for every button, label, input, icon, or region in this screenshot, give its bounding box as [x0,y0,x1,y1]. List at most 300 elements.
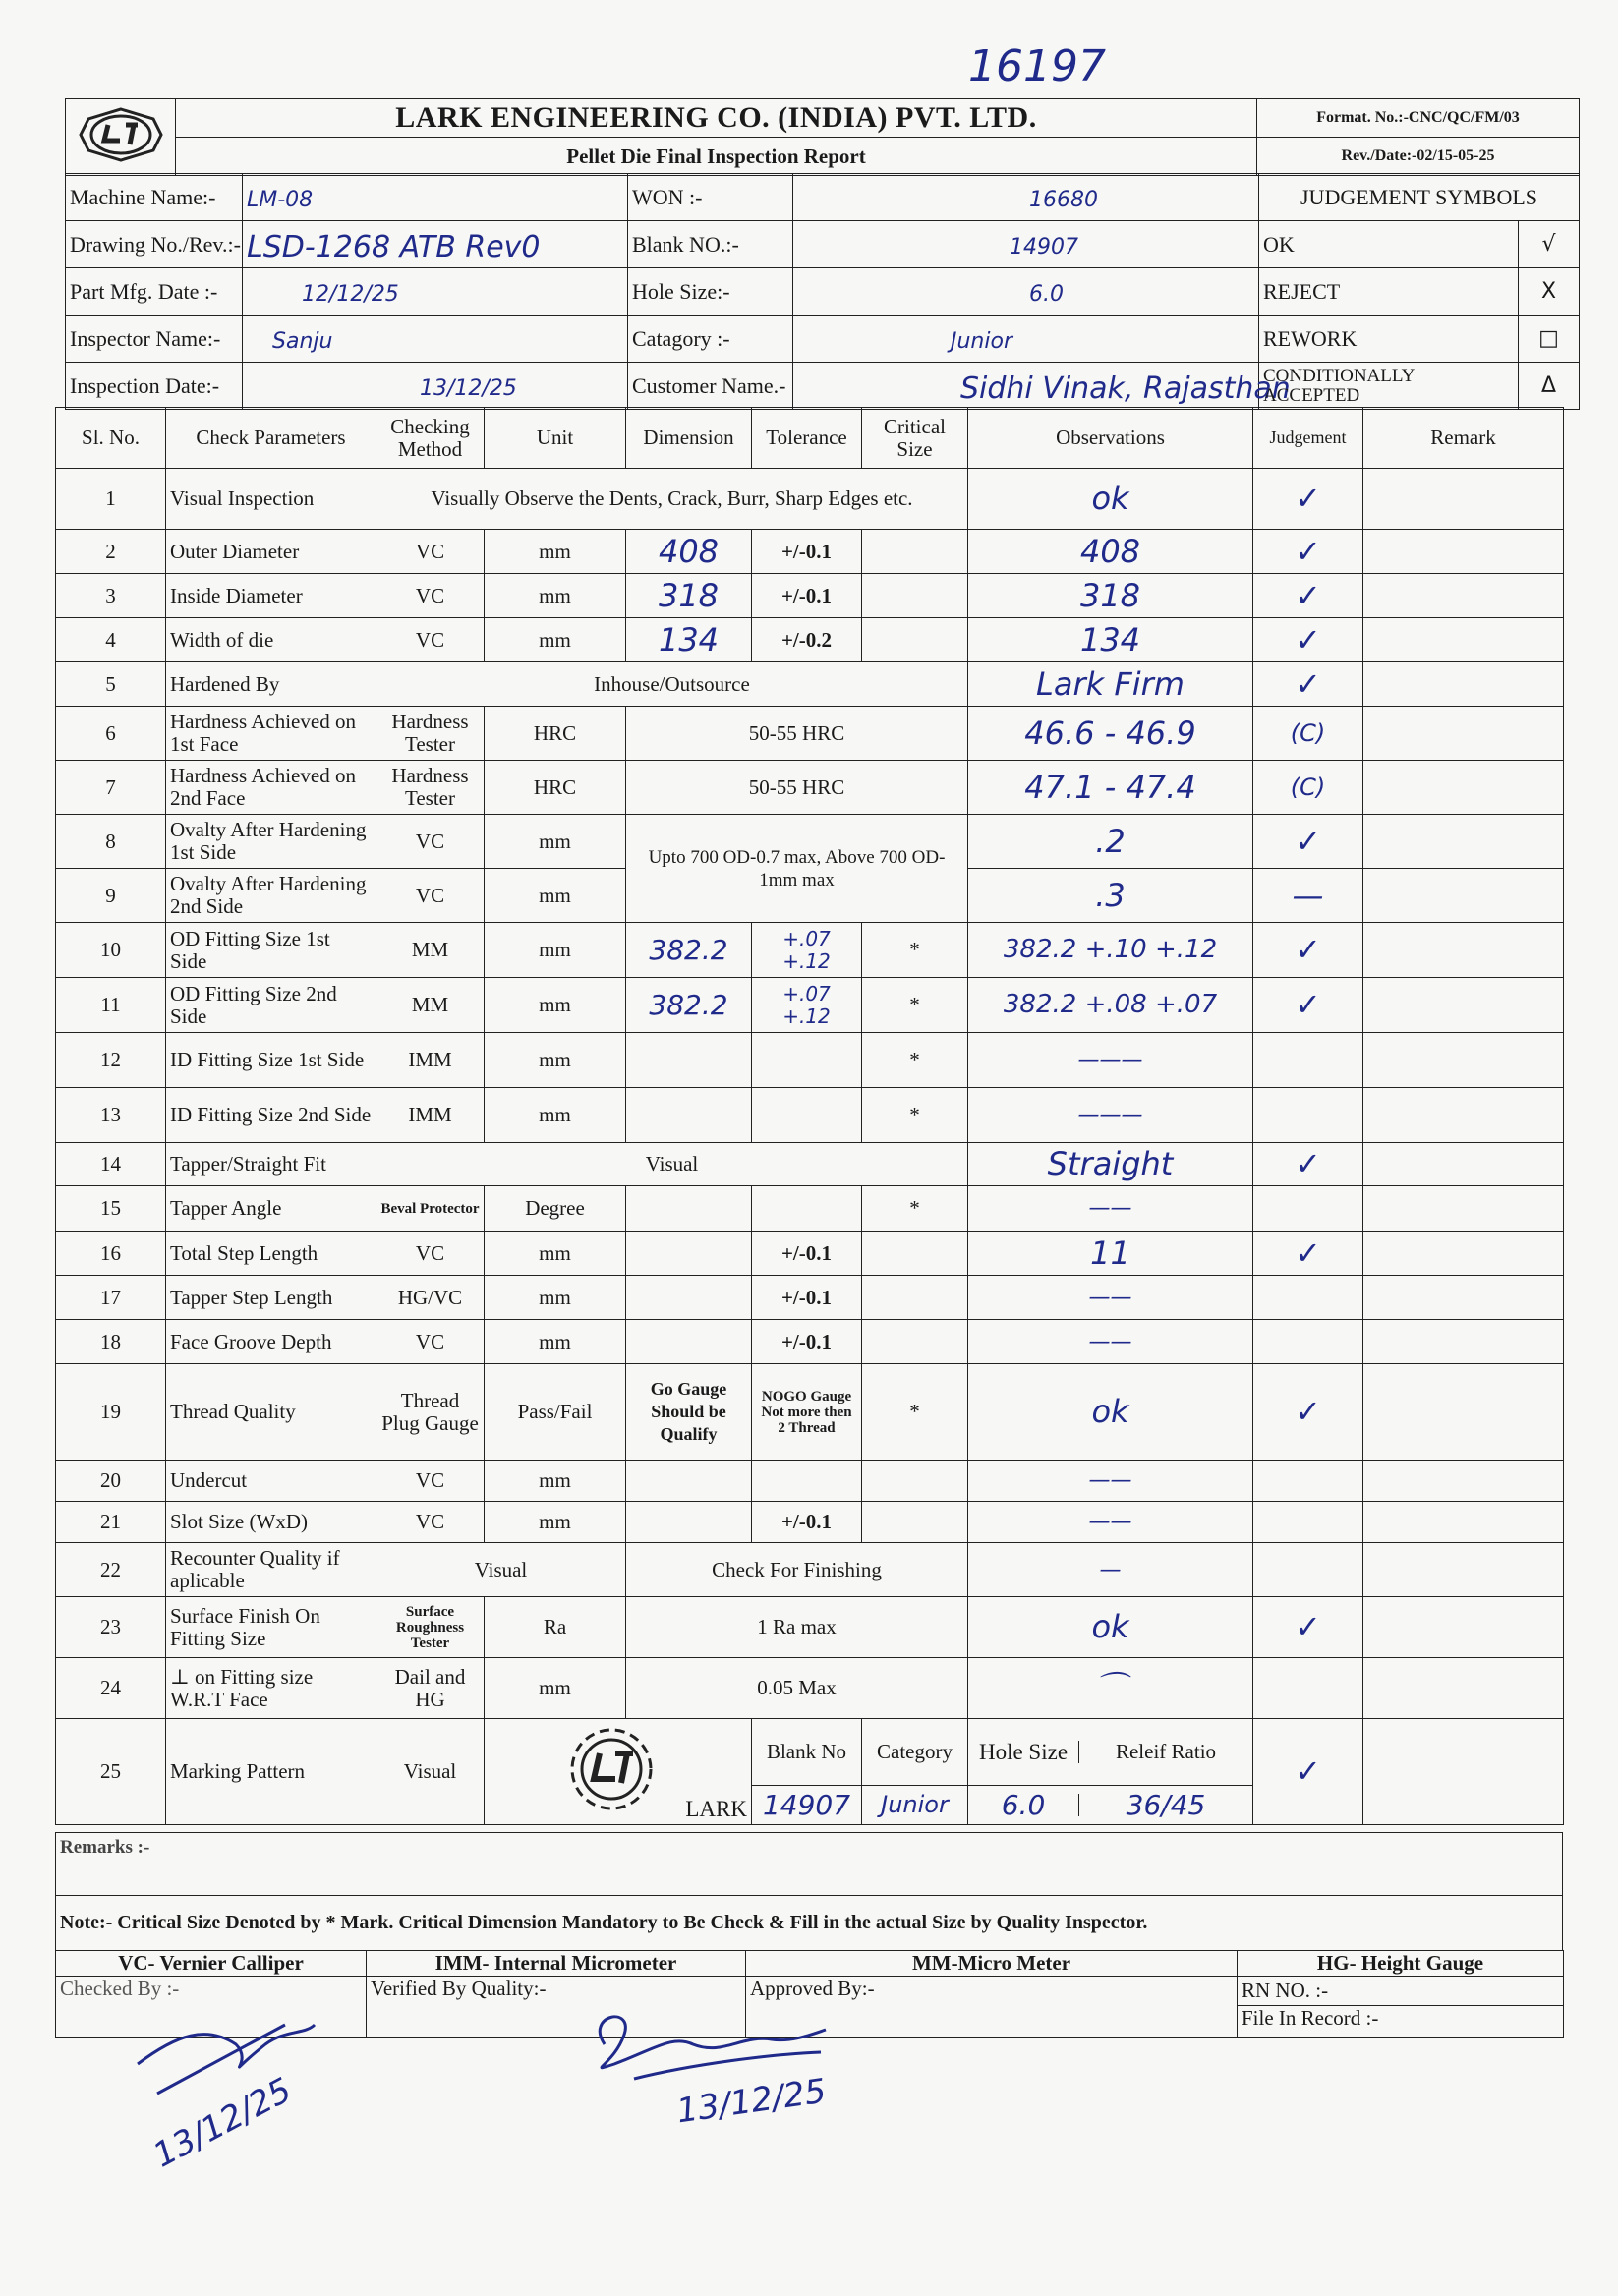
check-parameter: Face Groove Depth [166,1320,376,1364]
inspector-label: Inspector Name:- [66,316,243,363]
dimension[interactable] [626,1186,752,1232]
table-header-row [56,408,1564,469]
observation[interactable]: —— [968,1461,1253,1502]
checking-method: VC [376,1461,485,1502]
observation[interactable]: 47.1 - 47.4 [968,761,1253,815]
critical-size [862,1502,968,1543]
judgement[interactable]: ✓ [1253,1143,1363,1186]
tolerance[interactable]: +.07 +.12 [752,978,862,1033]
observation[interactable]: 46.6 - 46.9 [968,707,1253,761]
info-block [65,173,1580,410]
critical-size: * [862,1364,968,1461]
judgement[interactable] [1253,1033,1363,1088]
machine-value[interactable]: LM-08 [243,174,628,221]
won-value[interactable]: 16680 [793,174,1259,221]
row-number: 22 [56,1543,166,1597]
judgement[interactable] [1253,1461,1363,1502]
dimension: Go Gauge Should be Qualify [626,1364,752,1461]
checking-method: MM [376,923,485,978]
remark[interactable] [1363,574,1564,618]
recounter-method: Visual [376,1543,626,1597]
category-value[interactable]: Junior [793,316,1259,363]
unit: mm [485,869,626,923]
table-row [56,1186,1564,1232]
drawing-label: Drawing No./Rev.:- [66,221,243,268]
gear-logo-icon [77,105,165,164]
marking-lark-text: LARK [685,1797,747,1821]
remark[interactable] [1363,1320,1564,1364]
customer-label: Customer Name.- [628,363,793,410]
judgement[interactable]: ✓ [1253,662,1363,707]
unit: mm [485,1502,626,1543]
judgement[interactable]: ✓ [1253,815,1363,869]
marking-blank-header: Blank No [752,1719,862,1786]
company-logo [66,99,176,176]
checking-method: VC [376,815,485,869]
judgement[interactable]: (C) [1253,707,1363,761]
judgement[interactable] [1253,1658,1363,1719]
report-title: Pellet Die Final Inspection Report [176,138,1257,176]
tolerance[interactable] [752,1088,862,1143]
mfg-date-label: Part Mfg. Date :- [66,268,243,316]
tolerance: +/-0.1 [752,574,862,618]
dimension[interactable]: 408 [626,530,752,574]
judgement[interactable]: ✓ [1253,530,1363,574]
observation[interactable]: Lark Firm [968,662,1253,707]
row-number: 17 [56,1276,166,1320]
judgement[interactable]: ✓ [1253,1232,1363,1276]
row-number: 5 [56,662,166,707]
check-parameter: OD Fitting Size 1st Side [166,923,376,978]
observation[interactable]: .2 [968,815,1253,869]
check-parameter: Hardness Achieved on 2nd Face [166,761,376,815]
observation[interactable]: ⌒ [968,1658,1253,1719]
reject-symbol: X [1519,268,1580,316]
rework-symbol: □ [1519,316,1580,363]
critical-size [862,1232,968,1276]
marking-hole-relief-header [968,1719,1253,1786]
remark[interactable] [1363,1658,1564,1719]
check-parameter: Width of die [166,618,376,662]
row-number: 13 [56,1088,166,1143]
row-number: 25 [56,1719,166,1825]
row-number: 12 [56,1033,166,1088]
remark[interactable] [1363,1597,1564,1658]
marking-hole-relief-values [968,1786,1253,1825]
check-parameter: ID Fitting Size 2nd Side [166,1088,376,1143]
remark[interactable] [1363,1232,1564,1276]
row-number: 9 [56,869,166,923]
observation[interactable]: 382.2 +.10 +.12 [968,923,1253,978]
judgement[interactable] [1253,1543,1363,1597]
observation[interactable]: — [968,1543,1253,1597]
row-number: 23 [56,1597,166,1658]
blank-label: Blank NO.:- [628,221,793,268]
judgement-reject-label: REJECT [1259,268,1519,316]
judgement-rework-label: REWORK [1259,316,1519,363]
judgement[interactable]: ✓ [1253,618,1363,662]
checking-method: IMM [376,1033,485,1088]
col-check-parameters: Check Parameters [166,408,376,469]
tolerance[interactable]: +.07 +.12 [752,923,862,978]
checking-method: VC [376,618,485,662]
file-in-record-label: File In Record :- [1238,2006,1564,2038]
checking-method: VC [376,1232,485,1276]
table-row [56,662,1564,707]
remark[interactable] [1363,1364,1564,1461]
lark-logo-icon [554,1724,682,1814]
judgement[interactable]: ✓ [1253,469,1363,530]
judgement[interactable] [1253,1186,1363,1232]
hardened-by-spec: Inhouse/Outsource [376,662,968,707]
judgement[interactable] [1253,1088,1363,1143]
dimension[interactable] [626,1088,752,1143]
checking-method: Dail and HG [376,1658,485,1719]
col-critical-size: Critical Size [862,408,968,469]
dimension[interactable] [626,1232,752,1276]
marking-relief-ratio-value[interactable]: 36/45 [1126,1789,1206,1821]
surface-finish-spec: 1 Ra max [626,1597,968,1658]
approved-by-label: Approved By:- [746,1977,1238,2038]
observation[interactable]: 408 [968,530,1253,574]
unit: mm [485,978,626,1033]
format-number: Format. No.:-CNC/QC/FM/03 [1257,99,1580,138]
unit: mm [485,530,626,574]
ovalty-spec: Upto 700 OD-0.7 max, Above 700 OD-1mm max [626,815,968,923]
checking-method: Thread Plug Gauge [376,1364,485,1461]
row-number: 11 [56,978,166,1033]
marking-relief-ratio-header: Releif Ratio [1115,1740,1217,1763]
col-judgement: Judgement [1253,408,1363,469]
observation[interactable]: 134 [968,618,1253,662]
check-parameter: OD Fitting Size 2nd Side [166,978,376,1033]
dimension[interactable] [626,1320,752,1364]
row-number: 24 [56,1658,166,1719]
critical-size [862,530,968,574]
observation[interactable]: ok [968,469,1253,530]
remark[interactable] [1363,662,1564,707]
remark[interactable] [1363,1461,1564,1502]
customer-value[interactable]: Sidhi Vinak, Rajasthan [793,363,1259,410]
legend-imm: IMM- Internal Micrometer [367,1951,746,1977]
judgement[interactable]: (C) [1253,761,1363,815]
observation[interactable]: 318 [968,574,1253,618]
row-number: 14 [56,1143,166,1186]
remark[interactable] [1363,1143,1564,1186]
observation[interactable]: .3 [968,869,1253,923]
blank-value[interactable]: 14907 [793,221,1259,268]
table-row [56,1658,1564,1719]
observation[interactable]: ok [968,1597,1253,1658]
marking-blank-value[interactable]: 14907 [752,1786,862,1825]
rn-no-label: RN NO. :- [1238,1977,1564,2006]
check-parameter: Ovalty After Hardening 1st Side [166,815,376,869]
critical-size [862,1461,968,1502]
marking-category-header: Category [862,1719,968,1786]
critical-size: * [862,1088,968,1143]
check-parameter: Surface Finish On Fitting Size [166,1597,376,1658]
col-dimension: Dimension [626,408,752,469]
checking-method: Visual [376,1719,485,1825]
unit: mm [485,815,626,869]
check-parameter: Tapper Step Length [166,1276,376,1320]
table-row [56,1502,1564,1543]
checking-method: Beval Protector [376,1186,485,1232]
unit: Pass/Fail [485,1364,626,1461]
table-row [56,1232,1564,1276]
table-row [56,761,1564,815]
machine-label: Machine Name:- [66,174,243,221]
observation[interactable]: ——— [968,1033,1253,1088]
table-row [56,1719,1564,1786]
observation[interactable]: —— [968,1186,1253,1232]
unit: mm [485,1232,626,1276]
unit: mm [485,1088,626,1143]
dimension[interactable] [626,1502,752,1543]
row-number: 3 [56,574,166,618]
tolerance[interactable] [752,1033,862,1088]
check-parameter: Undercut [166,1461,376,1502]
judgement[interactable]: ✓ [1253,1364,1363,1461]
recounter-spec: Check For Finishing [626,1543,968,1597]
check-parameter: Tapper Angle [166,1186,376,1232]
row-number: 20 [56,1461,166,1502]
report-header [65,98,1580,176]
table-row [56,1543,1564,1597]
handwritten-document-number: 16197 [968,41,1106,91]
category-label: Catagory :- [628,316,793,363]
unit: HRC [485,707,626,761]
col-sl-no: Sl. No. [56,408,166,469]
judgement[interactable] [1253,1276,1363,1320]
check-parameter: Total Step Length [166,1232,376,1276]
remark[interactable] [1363,1186,1564,1232]
remark[interactable] [1363,707,1564,761]
judgement-ok-label: OK [1259,221,1519,268]
tolerance: +/-0.1 [752,1502,862,1543]
critical-size: * [862,923,968,978]
judgement[interactable]: ✓ [1253,1597,1363,1658]
check-parameter: Visual Inspection [166,469,376,530]
unit: Ra [485,1597,626,1658]
legend-mm: MM-Micro Meter [746,1951,1238,1977]
col-tolerance: Tolerance [752,408,862,469]
remark[interactable] [1363,1276,1564,1320]
remark[interactable] [1363,869,1564,923]
remark[interactable] [1363,1719,1564,1825]
inspection-date-value[interactable]: 13/12/25 [243,363,628,410]
checking-method: MM [376,978,485,1033]
checking-method: VC [376,1320,485,1364]
hole-size-label: Hole Size:- [628,268,793,316]
observation[interactable]: 11 [968,1232,1253,1276]
marking-hole-size-value[interactable]: 6.0 [968,1794,1079,1816]
dimension[interactable] [626,1033,752,1088]
tolerance[interactable] [752,1461,862,1502]
marking-hole-size-header: Hole Size [968,1741,1079,1763]
dimension[interactable] [626,1461,752,1502]
checking-method: VC [376,530,485,574]
critical-size-note: Note:- Critical Size Denoted by * Mark. Critical Dimension Mandatory to Be Check & Fill in the actual Size by Quality Inspector. [56,1896,1563,1951]
row-number: 19 [56,1364,166,1461]
remark[interactable] [1363,761,1564,815]
conditional-symbol: Δ [1519,363,1580,410]
visual-inspection-spec: Visually Observe the Dents, Crack, Burr, Sharp Edges etc. [376,469,968,530]
remark[interactable] [1363,469,1564,530]
observation[interactable]: —— [968,1502,1253,1543]
judgement[interactable] [1253,1502,1363,1543]
observation[interactable]: ——— [968,1088,1253,1143]
judgement[interactable]: ✓ [1253,978,1363,1033]
tapper-fit-spec: Visual [376,1143,968,1186]
check-parameter: ID Fitting Size 1st Side [166,1033,376,1088]
tolerance: +/-0.2 [752,618,862,662]
remark[interactable] [1363,815,1564,869]
unit: mm [485,574,626,618]
unit: Degree [485,1186,626,1232]
judgement[interactable]: ✓ [1253,923,1363,978]
table-row [56,1143,1564,1186]
judgement-symbols-title: JUDGEMENT SYMBOLS [1259,174,1580,221]
table-row [56,1088,1564,1143]
dimension[interactable]: 134 [626,618,752,662]
judgement[interactable]: ✓ [1253,1719,1363,1825]
observation[interactable]: —— [968,1276,1253,1320]
critical-size [862,1276,968,1320]
remark[interactable] [1363,923,1564,978]
table-row [56,530,1564,574]
perpendicularity-spec: 0.05 Max [626,1658,968,1719]
judgement[interactable]: ✓ [1253,574,1363,618]
legend-vc: VC- Vernier Calliper [56,1951,367,1977]
remarks-label: Remarks :- [56,1833,1563,1896]
table-row [56,707,1564,761]
table-row [56,574,1564,618]
row-number: 15 [56,1186,166,1232]
remark[interactable] [1363,978,1564,1033]
table-row [56,923,1564,978]
company-name: LARK ENGINEERING CO. (INDIA) PVT. LTD. [176,99,1257,138]
row-number: 6 [56,707,166,761]
check-parameter: Hardness Achieved on 1st Face [166,707,376,761]
critical-size: * [862,1186,968,1232]
table-row [56,1320,1564,1364]
tolerance: +/-0.1 [752,530,862,574]
checking-method: Surface Roughness Tester [376,1597,485,1658]
checking-method: VC [376,574,485,618]
unit: mm [485,1320,626,1364]
remark[interactable] [1363,1033,1564,1088]
dimension[interactable]: 318 [626,574,752,618]
verified-by-label: Verified By Quality:- [367,1977,746,2038]
table-row [56,1461,1564,1502]
check-parameter: Hardened By [166,662,376,707]
observation[interactable]: Straight [968,1143,1253,1186]
hole-size-value[interactable]: 6.0 [793,268,1259,316]
dimension[interactable]: 382.2 [626,923,752,978]
remark[interactable] [1363,618,1564,662]
verified-by-date: 13/12/25 [673,2071,829,2132]
checked-by-date: 13/12/25 [146,2070,299,2176]
observation[interactable]: 382.2 +.08 +.07 [968,978,1253,1033]
tolerance: NOGO Gauge Not more then 2 Thread [752,1364,862,1461]
inspection-table [55,407,1564,1825]
marking-category-value[interactable]: Junior [862,1786,968,1825]
check-parameter: Tapper/Straight Fit [166,1143,376,1186]
remark[interactable] [1363,1502,1564,1543]
checked-by-label: Checked By :- [56,1977,367,2038]
dimension[interactable] [626,1276,752,1320]
check-parameter: Marking Pattern [166,1719,376,1825]
check-parameter: Inside Diameter [166,574,376,618]
row-number: 4 [56,618,166,662]
check-parameter: Thread Quality [166,1364,376,1461]
remark[interactable] [1363,1543,1564,1597]
checking-method: IMM [376,1088,485,1143]
row-number: 18 [56,1320,166,1364]
judgement[interactable]: — [1253,869,1363,923]
remark[interactable] [1363,530,1564,574]
drawing-value[interactable]: LSD-1268 ATB Rev0 [243,221,628,268]
observation[interactable]: ok [968,1364,1253,1461]
checking-method: VC [376,1502,485,1543]
check-parameter: Recounter Quality if aplicable [166,1543,376,1597]
table-row [56,1033,1564,1088]
mfg-date-value[interactable]: 12/12/25 [243,268,628,316]
critical-size: * [862,978,968,1033]
inspector-value[interactable]: Sanju [243,316,628,363]
table-row [56,815,1564,869]
row-number: 8 [56,815,166,869]
check-parameter: Ovalty After Hardening 2nd Side [166,869,376,923]
ok-symbol: √ [1519,221,1580,268]
row-number: 21 [56,1502,166,1543]
remarks-block [55,1832,1563,1951]
won-label: WON :- [628,174,793,221]
hardness-spec: 50-55 HRC [626,707,968,761]
judgement[interactable] [1253,1320,1363,1364]
remark[interactable] [1363,1088,1564,1143]
tolerance: +/-0.1 [752,1320,862,1364]
tolerance[interactable] [752,1186,862,1232]
table-row [56,1597,1564,1658]
observation[interactable]: —— [968,1320,1253,1364]
col-unit: Unit [485,408,626,469]
checking-method: VC [376,869,485,923]
row-number: 10 [56,923,166,978]
col-observations: Observations [968,408,1253,469]
row-number: 7 [56,761,166,815]
check-parameter: Slot Size (WxD) [166,1502,376,1543]
legend-hg: HG- Height Gauge [1238,1951,1564,1977]
col-remark: Remark [1363,408,1564,469]
tolerance: +/-0.1 [752,1276,862,1320]
table-row [56,618,1564,662]
unit: mm [485,618,626,662]
table-row [56,1276,1564,1320]
dimension[interactable]: 382.2 [626,978,752,1033]
hardness-spec: 50-55 HRC [626,761,968,815]
unit: mm [485,1276,626,1320]
inspection-date-label: Inspection Date:- [66,363,243,410]
critical-size [862,574,968,618]
tolerance: +/-0.1 [752,1232,862,1276]
critical-size: * [862,1033,968,1088]
col-checking-method: Checking Method [376,408,485,469]
marking-logo-cell [485,1719,752,1825]
check-parameter: Outer Diameter [166,530,376,574]
table-row [56,978,1564,1033]
